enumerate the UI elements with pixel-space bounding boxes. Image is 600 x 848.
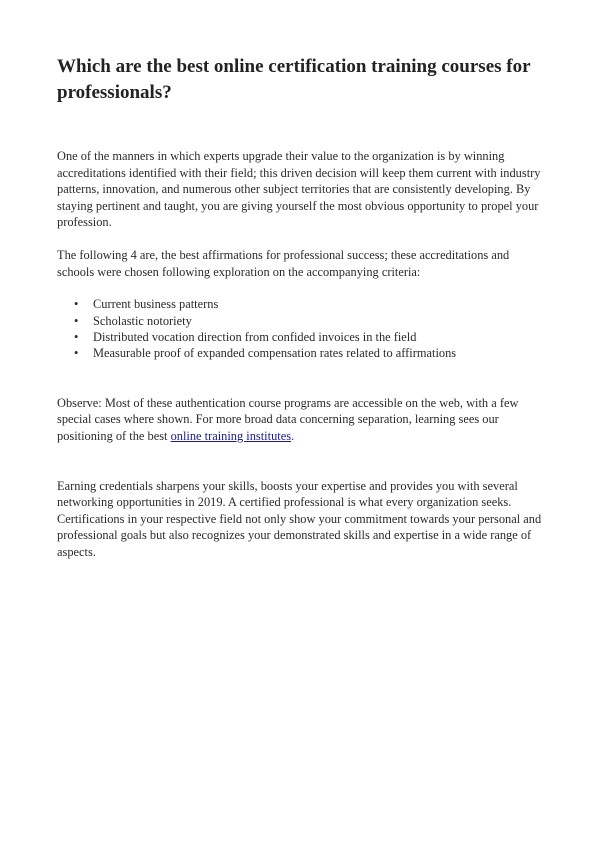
bullet-icon: • [74, 297, 79, 312]
bullet-icon: • [74, 329, 79, 344]
observe-text: Observe: Most of these authentication course programs are accessible on the web, with a few special cases where shown. For more broad data concerning separation, learning sees our positioning of the best [57, 395, 519, 443]
criteria-intro-paragraph: The following 4 are, the best affirmations for professional success; these accreditations and schools were chosen following exploration on the accompanying criteria: [57, 247, 510, 279]
list-item-text: Current business patterns [93, 297, 219, 312]
list-item [57, 313, 547, 329]
list-item-text: Distributed vocation direction from confided invoices in the field [93, 329, 417, 344]
list-item-text: Measurable proof of expanded compensation rates related to affirmations [93, 346, 457, 361]
list-item [57, 345, 547, 361]
criteria-list [57, 296, 547, 362]
bullet-icon: • [74, 346, 79, 361]
document-page [57, 54, 547, 561]
credentials-paragraph: Earning credentials sharpens your skills, boosts your expertise and provides you with several networking opportunities in 2019. A certified professional is what every organization seeks. Certifications in your respective field not only show your commitment towards your personal and professional goals but also recognizes your demonstrated skills and expertise in a wide range of aspects. [57, 478, 542, 559]
online-training-institutes-link[interactable]: online training institutes [170, 428, 292, 443]
list-item-text: Scholastic notoriety [93, 313, 192, 328]
article-title: Which are the best online certification training courses for professionals? [57, 56, 531, 103]
bullet-icon: • [74, 313, 79, 328]
list-item [57, 329, 547, 345]
list-item [57, 296, 547, 312]
intro-paragraph: One of the manners in which experts upgrade their value to the organization is by winning accreditations identified with their field; this driven decision will keep them current with industry patterns, innovation, and numerous other subject territories that are consistently developing. By staying pertinent and taught, you are giving yourself the most obvious opportunity to propel your profession. [57, 149, 541, 230]
observe-paragraph [57, 395, 547, 445]
observe-text-end: . [291, 428, 295, 443]
